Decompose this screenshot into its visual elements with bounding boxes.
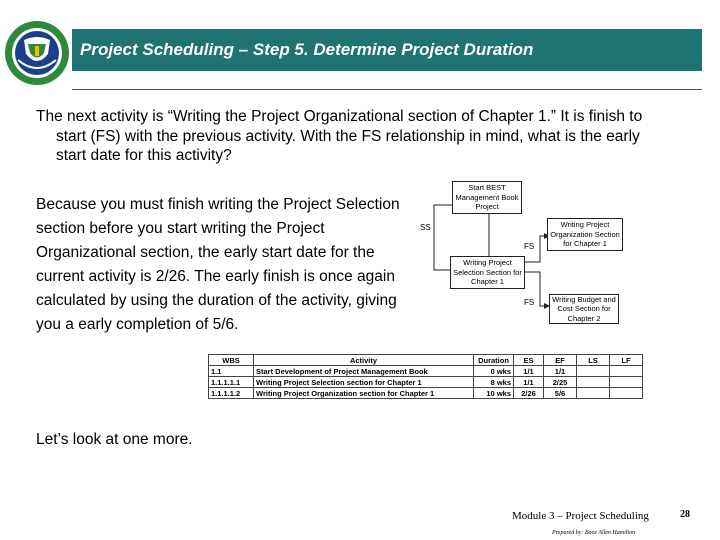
selection-activity-box: Writing Project Selection Section for Chapter 1	[450, 256, 525, 289]
cell-es: 2/26	[514, 388, 544, 399]
cell-ef: 2/25	[544, 377, 577, 388]
table-header-row	[209, 355, 643, 366]
schedule-table	[208, 354, 643, 399]
cell-wbs: 1.1	[209, 366, 254, 377]
cell-wbs: 1.1.1.1.2	[209, 388, 254, 399]
table-row	[209, 366, 643, 377]
header-duration: Duration	[474, 355, 514, 366]
organization-activity-box: Writing Project Organization Section for Chapter 1	[547, 218, 623, 251]
cell-es: 1/1	[514, 366, 544, 377]
header-lf: LF	[610, 355, 643, 366]
header-wbs: WBS	[209, 355, 254, 366]
closing-text: Let’s look at one more.	[36, 431, 193, 448]
cell-lf	[610, 388, 643, 399]
start-activity-box: Start BEST Management Book Project	[452, 181, 522, 214]
page-number: 28	[680, 509, 690, 520]
cell-ef: 1/1	[544, 366, 577, 377]
cell-wbs: 1.1.1.1.1	[209, 377, 254, 388]
cell-duration: 10 wks	[474, 388, 514, 399]
budget-activity-box: Writing Budget and Cost Section for Chapter 2	[549, 294, 619, 324]
fs-label-2: FS	[524, 298, 535, 307]
ss-label: SS	[420, 223, 431, 232]
header-ef: EF	[544, 355, 577, 366]
prepared-by: Prepared by: Booz Allen Hamilton	[552, 530, 636, 536]
header-es: ES	[514, 355, 544, 366]
cell-ls	[577, 366, 610, 377]
page-title: Project Scheduling – Step 5. Determine Project Duration	[72, 29, 702, 71]
cell-es: 1/1	[514, 377, 544, 388]
cell-lf	[610, 366, 643, 377]
cell-ls	[577, 377, 610, 388]
table-row	[209, 388, 643, 399]
cell-duration: 0 wks	[474, 366, 514, 377]
cell-activity: Writing Project Selection section for Chapter 1	[254, 377, 474, 388]
cell-ls	[577, 388, 610, 399]
cell-ef: 5/6	[544, 388, 577, 399]
cell-duration: 8 wks	[474, 377, 514, 388]
footer-module: Module 3 – Project Scheduling	[512, 510, 649, 522]
explanation-paragraph: Because you must finish writing the Project Selection section before you start writing the Project Organizational section, the early start date for the current activity is 2/26. The early finish is once again calculated by using the duration of the activity, giving you a early completion of 5/6.	[36, 196, 400, 333]
fs-label-1: FS	[524, 242, 535, 251]
cell-activity: Writing Project Organization section for Chapter 1	[254, 388, 474, 399]
cell-activity: Start Development of Project Management Book	[254, 366, 474, 377]
intro-text: The next activity is “Writing the Project Organizational section of Chapter 1.” It is finish to start (FS) with the previous activity. With the FS relationship in mind, what is the early start date for this activity?	[36, 108, 643, 164]
table-row	[209, 377, 643, 388]
cell-lf	[610, 377, 643, 388]
header-activity: Activity	[254, 355, 474, 366]
header-ls: LS	[577, 355, 610, 366]
